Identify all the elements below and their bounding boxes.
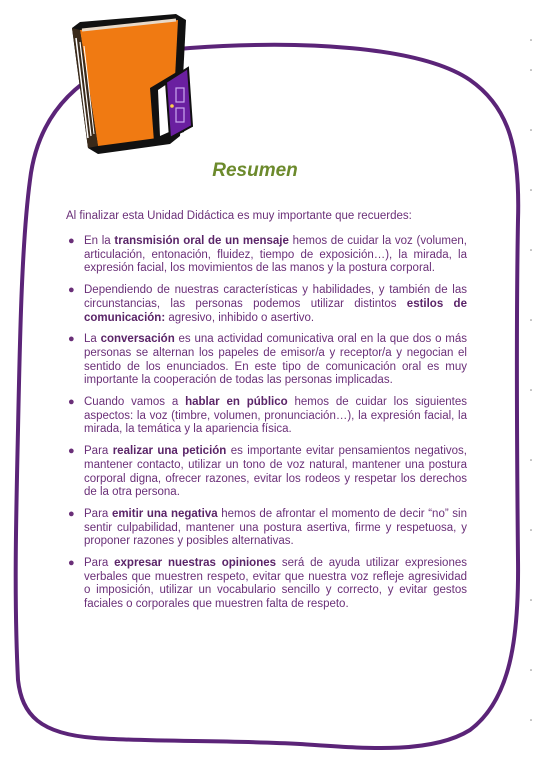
intro-text: Al finalizar esta Unidad Didáctica es muy importante que recuerdes: xyxy=(66,210,412,222)
open-book-door-icon xyxy=(58,8,198,156)
bullet-dot-icon: ● xyxy=(68,445,75,458)
bullet-dot-icon: ● xyxy=(68,235,75,247)
list-item: ● En la transmisión oral de un mensaje hemos de cuidar la voz (volumen, articulación, entonación, fluidez, tiempo de exposición…), la mirada, la expresión facial, los movimientos de las manos y la postura corporal. xyxy=(68,235,467,275)
list-item: ● Dependiendo de nuestras características y habilidades, y también de las circunstancias, las personas podemos utilizar distintos estilos de comunicación: agresivo, inhibido o asertivo. xyxy=(68,284,467,324)
page-title: Resumen xyxy=(212,160,298,181)
list-item: ● La conversación es una actividad comunicativa oral en la que dos o más personas se alternan los papeles de emisor/a y receptor/a y negocian el sentido de los enunciados. En este tipo de comunicación oral es muy importante la cooperación de todas las personas implicadas. xyxy=(68,333,467,387)
bullet-dot-icon: ● xyxy=(68,557,75,570)
list-item: ● Para realizar una petición es importante evitar pensamientos negativos, mantener contacto, utilizar un tono de voz natural, mantener una postura corporal digna, ofrecer razones, evitar los rodeos y respetar los derechos de la otra persona. xyxy=(68,445,467,499)
list-item: ● Para emitir una negativa hemos de afrontar el momento de decir “no” sin sentir culpabilidad, mantener una postura asertiva, firme y respetuosa, y proponer razones y posibles alternativas. xyxy=(68,507,468,548)
bullet-dot-icon: ● xyxy=(68,284,75,297)
list-item: ● Para expresar nuestras opiniones será de ayuda utilizar expresiones verbales que muestren respeto, evitar que nuestra voz refleje agresividad o imposición, utilizar un vocabulario sencillo y correcto, y evitar gestos faciales o corporales que muestren falta de respeto. xyxy=(68,557,467,611)
page-edge-marks xyxy=(529,30,533,730)
bullet-dot-icon: ● xyxy=(68,507,75,520)
summary-list xyxy=(66,235,467,620)
list-item: ● Cuando vamos a hablar en público hemos de cuidar los siguientes aspectos: la voz (timbre, volumen, pronunciación…), la expresión facial, la mirada, la temática y la apariencia física. xyxy=(68,396,468,436)
bullet-dot-icon: ● xyxy=(68,333,75,346)
bullet-dot-icon: ● xyxy=(68,396,75,409)
